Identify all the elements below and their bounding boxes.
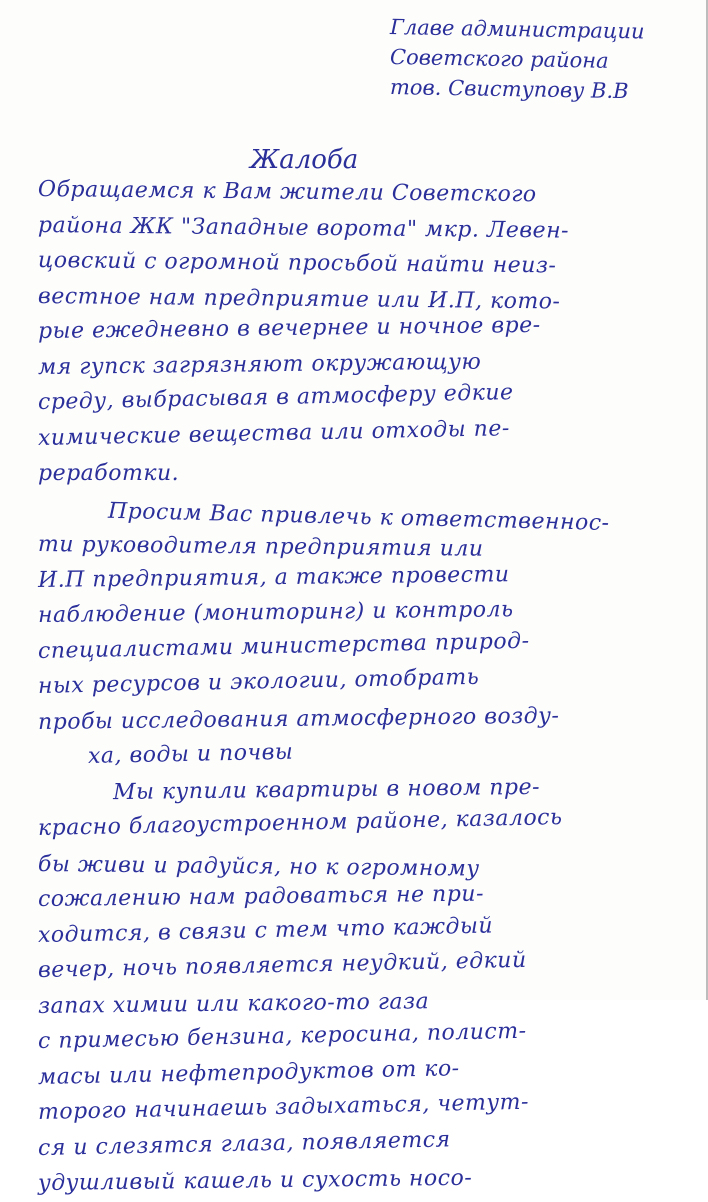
addressee-line: тов. Свиступову В.В	[389, 75, 629, 104]
text-line: удушливый кашель и сухость носо-	[37, 1165, 473, 1196]
text-line: бы живи и радуйся, но к огромному	[37, 851, 480, 882]
text-line: запах химии или какого-то газа	[37, 988, 430, 1019]
text-line: Обращаемся к Вам жители Советского	[37, 177, 537, 208]
text-line: масы или нефтепродуктов от ко-	[37, 1055, 460, 1090]
text-line: ти руководителя предприятия или	[37, 532, 484, 562]
text-line: красно благоустроенном районе, казалось	[37, 805, 563, 841]
text-line: специалистами министерства природ-	[37, 628, 530, 664]
text-line: сожалению нам радоваться не при-	[37, 881, 485, 912]
text-line: вечер, ночь появляется неудкий, едкий	[37, 947, 527, 983]
text-line: вестное нам предприятие или И.П, кото-	[37, 283, 561, 314]
text-line: рые ежедневно в вечернее и ночное вре-	[37, 312, 541, 344]
text-line: ха, воды и почвы	[87, 739, 294, 769]
text-line: цовский с огромной просьбой найти неиз-	[37, 248, 557, 279]
addressee-line: Советского района	[389, 45, 609, 73]
text-line: реработки.	[38, 461, 180, 486]
addressee-block	[390, 12, 690, 102]
text-line: химические вещества или отходы пе-	[37, 415, 511, 451]
document-title: Жалоба	[250, 145, 359, 175]
text-line: ходится, в связи с тем что каждый	[37, 912, 494, 948]
text-line: района ЖК "Западные ворота" мкр. Левен-	[37, 212, 570, 244]
text-line: среду, выбрасывая в атмосферу едкие	[37, 380, 514, 415]
text-line: наблюдение (мониторинг) и контроль	[37, 597, 514, 628]
text-line: ных ресурсов и экологии, отобрать	[37, 664, 480, 699]
text-line: Просим Вас привлечь к ответственнос-	[107, 498, 610, 536]
text-line: ся и слезятся глаза, появляется	[37, 1126, 451, 1161]
text-line: мя гупск загрязняют окружающую	[37, 349, 482, 380]
text-line: с примесью бензина, керосина, полист-	[37, 1018, 527, 1054]
complaint-body	[38, 172, 688, 1202]
text-line: И.П предприятия, а также провести	[37, 561, 510, 593]
text-line: пробы исследования атмосферного возду-	[37, 703, 560, 735]
text-line: торого начинаешь задыхаться, четут-	[37, 1089, 530, 1125]
text-line: Мы купили квартиры в новом пре-	[112, 774, 541, 805]
addressee-line: Главе администрации	[389, 15, 645, 44]
